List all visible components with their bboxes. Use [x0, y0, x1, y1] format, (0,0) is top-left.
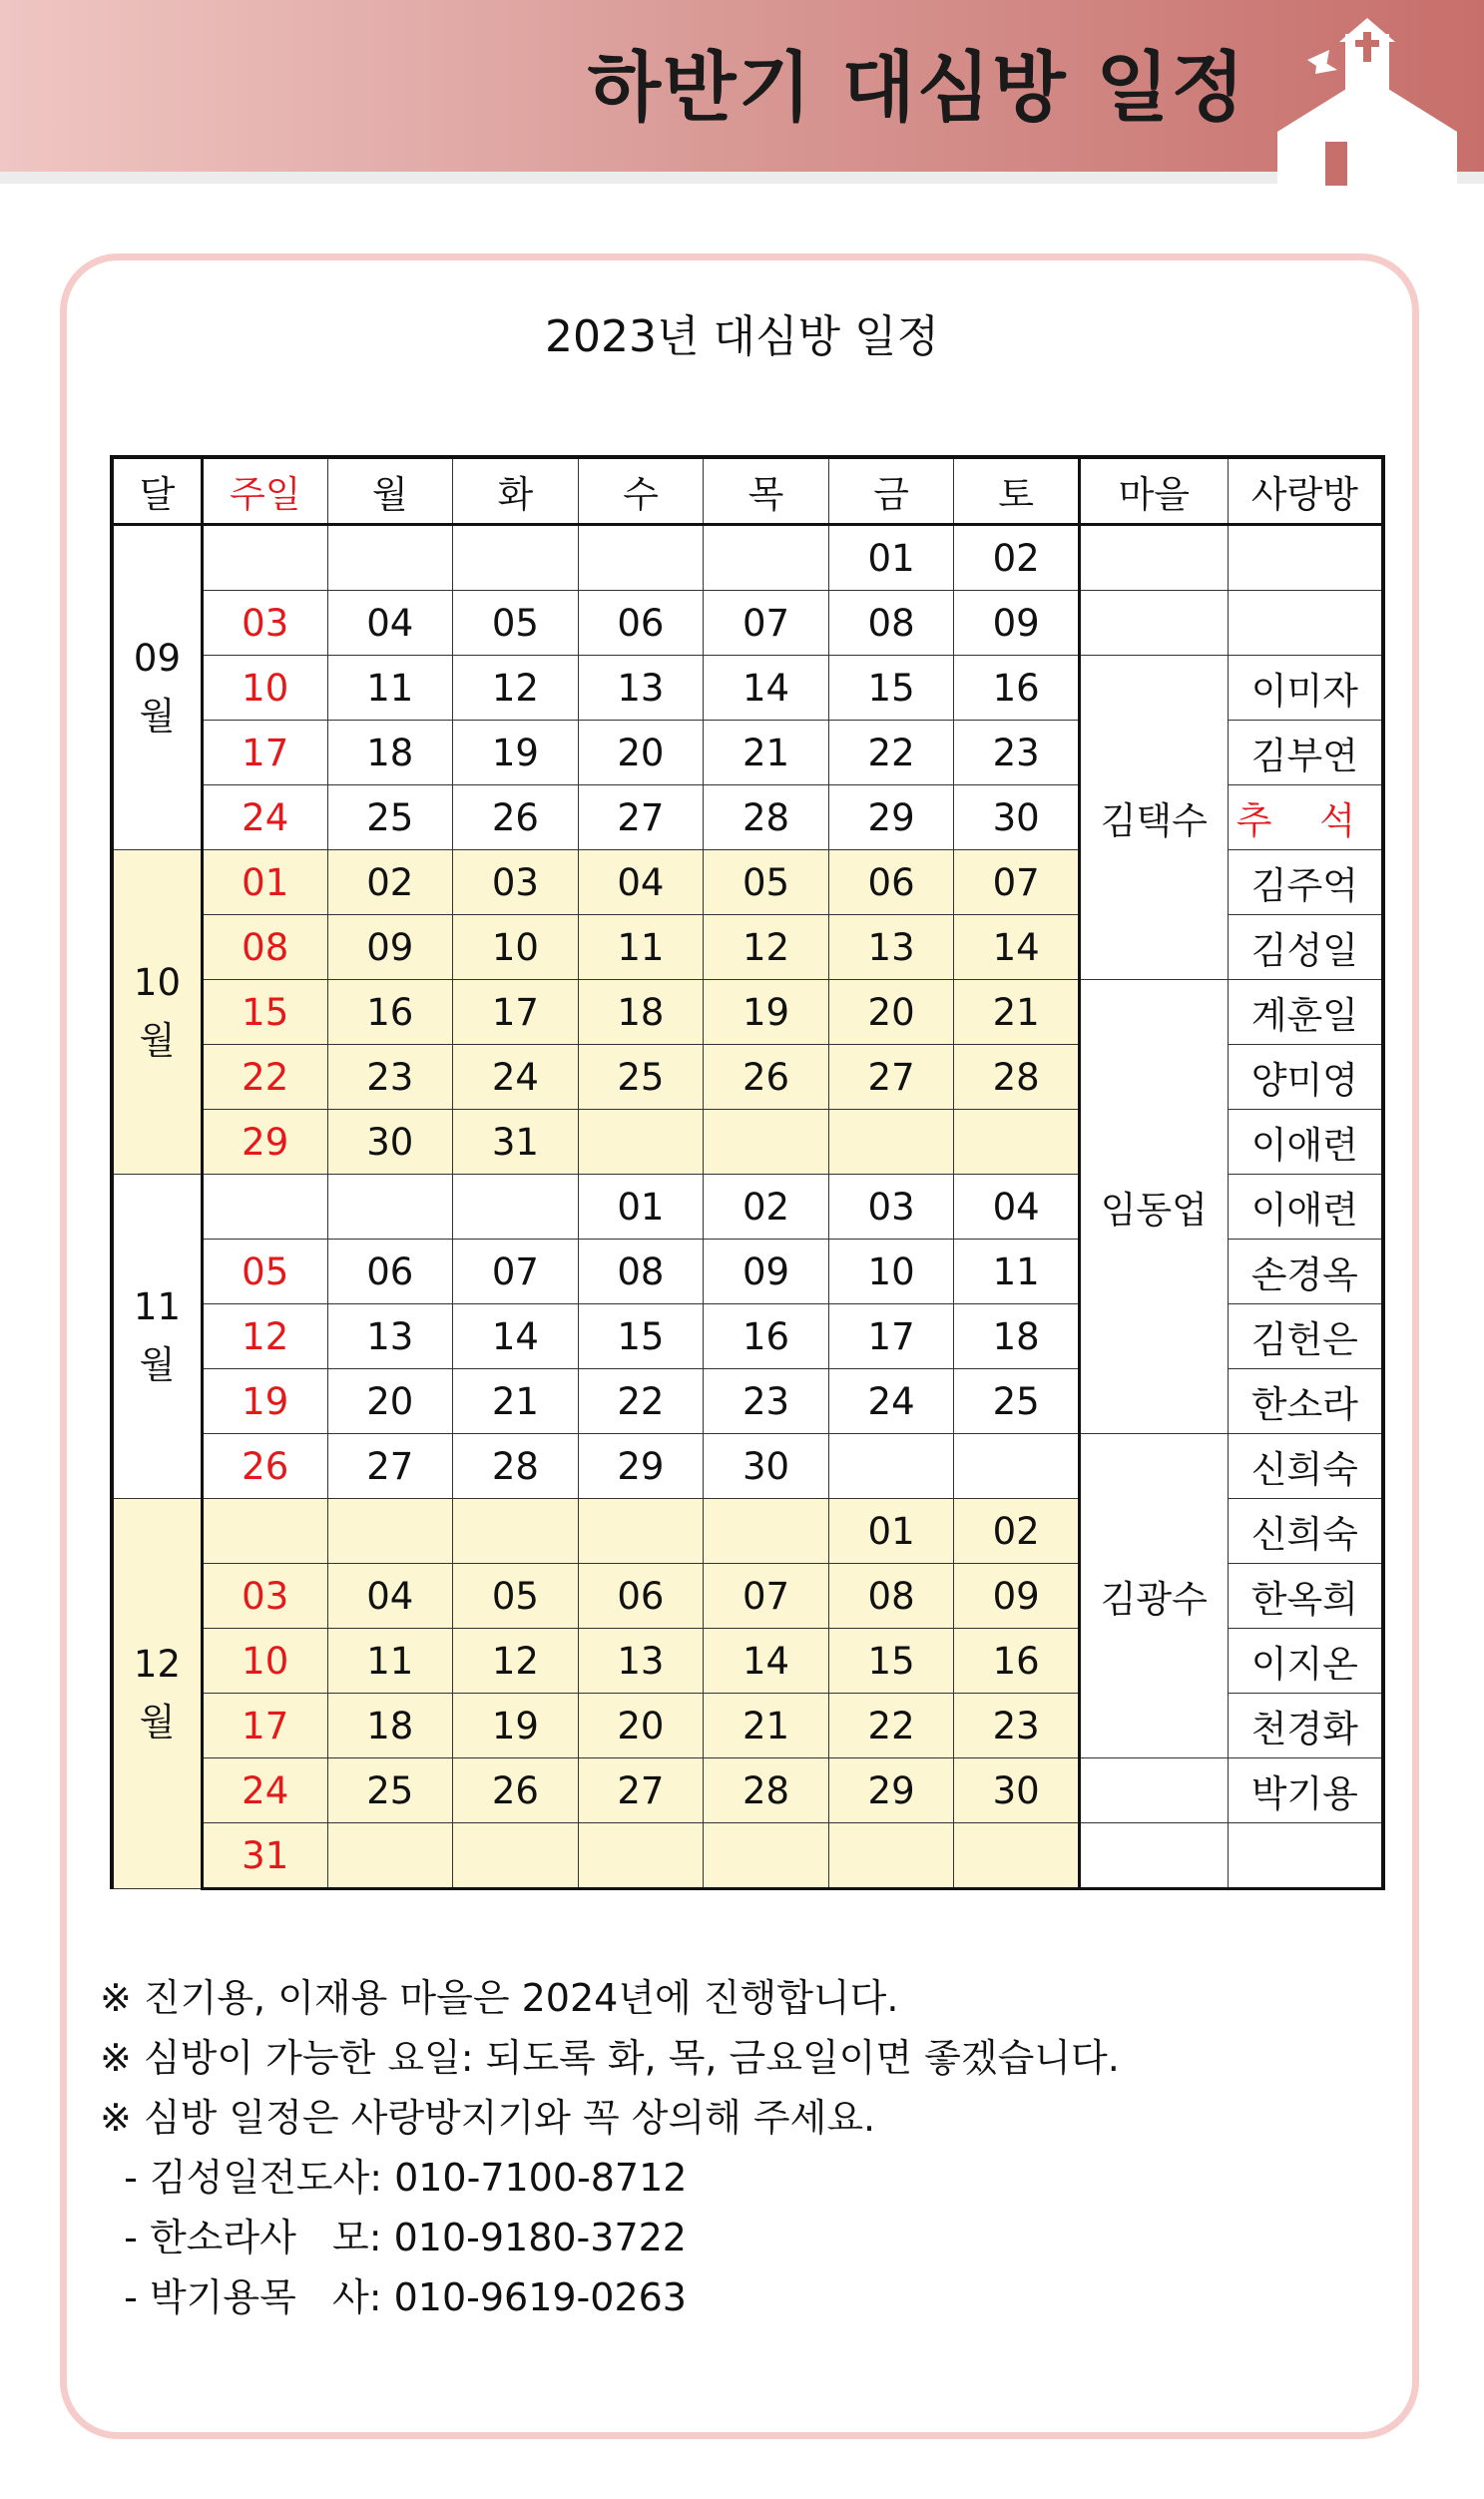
day-tuesday: 21 [453, 1369, 579, 1434]
month-suffix: 월 [139, 695, 176, 738]
day-thursday: 16 [704, 1304, 829, 1369]
day-sunday: 22 [202, 1045, 327, 1110]
day-monday [327, 525, 453, 591]
day-wednesday: 25 [578, 1045, 704, 1110]
sarangbang-cell [1228, 525, 1383, 591]
note-line: ※ 진기용, 이재용 마을은 2024년에 진행합니다. [100, 1976, 899, 2020]
sarangbang-cell: 신희숙 [1228, 1434, 1383, 1499]
day-sunday: 31 [202, 1823, 327, 1889]
month-suffix: 월 [139, 1019, 176, 1062]
day-wednesday: 06 [578, 1564, 704, 1629]
day-wednesday: 04 [578, 850, 704, 915]
header-village: 마을 [1079, 457, 1228, 525]
village-cell [1079, 525, 1228, 591]
day-tuesday: 26 [453, 1758, 579, 1823]
day-saturday: 02 [954, 1499, 1080, 1564]
day-monday: 06 [327, 1240, 453, 1304]
month-cell [112, 525, 202, 850]
day-tuesday: 03 [453, 850, 579, 915]
month-cell [112, 850, 202, 1175]
note-line: ※ 심방이 가능한 요일: 되도록 화, 목, 금요일이면 좋겠습니다. [100, 2036, 1120, 2080]
day-thursday: 30 [704, 1434, 829, 1499]
day-thursday: 26 [704, 1045, 829, 1110]
contact-line: - 박기용목 사: 010-9619-0263 [100, 2275, 687, 2319]
header-month: 달 [112, 457, 202, 525]
month-number: 09 [133, 637, 181, 680]
day-saturday: 07 [954, 850, 1080, 915]
day-friday: 01 [828, 1499, 954, 1564]
header-friday: 금 [828, 457, 954, 525]
day-monday: 16 [327, 980, 453, 1045]
day-monday: 25 [327, 785, 453, 850]
day-wednesday [578, 525, 704, 591]
contact-line: - 김성일전도사: 010-7100-8712 [100, 2156, 688, 2200]
day-friday: 29 [828, 785, 954, 850]
sarangbang-cell: 김주억 [1228, 850, 1383, 915]
day-thursday [704, 1499, 829, 1564]
sarangbang-cell: 손경옥 [1228, 1240, 1383, 1304]
day-monday: 04 [327, 591, 453, 656]
table-row [112, 980, 1383, 1045]
day-wednesday: 20 [578, 721, 704, 785]
table-row [112, 1758, 1383, 1823]
day-saturday [954, 1823, 1080, 1889]
day-thursday: 21 [704, 1694, 829, 1758]
day-monday: 09 [327, 915, 453, 980]
notes [100, 1968, 1120, 2327]
day-sunday: 19 [202, 1369, 327, 1434]
day-friday: 17 [828, 1304, 954, 1369]
day-friday: 20 [828, 980, 954, 1045]
day-thursday: 12 [704, 915, 829, 980]
day-saturday [954, 1110, 1080, 1175]
day-saturday: 18 [954, 1304, 1080, 1369]
sarangbang-cell: 신희숙 [1228, 1499, 1383, 1564]
day-friday: 03 [828, 1175, 954, 1240]
day-sunday: 03 [202, 1564, 327, 1629]
day-sunday [202, 1499, 327, 1564]
day-thursday: 02 [704, 1175, 829, 1240]
day-sunday [202, 1175, 327, 1240]
day-sunday: 15 [202, 980, 327, 1045]
day-tuesday: 26 [453, 785, 579, 850]
month-cell [112, 1499, 202, 1889]
sarangbang-cell [1228, 591, 1383, 656]
day-tuesday [453, 1175, 579, 1240]
month-suffix: 월 [139, 1701, 176, 1744]
page-title: 하반기 대심방 일정 [587, 43, 1246, 132]
month-number: 11 [133, 1285, 181, 1328]
note-line: ※ 심방 일정은 사랑방지기와 꼭 상의해 주세요. [100, 2096, 876, 2140]
sarangbang-cell: 이미자 [1228, 656, 1383, 721]
day-tuesday: 07 [453, 1240, 579, 1304]
day-wednesday: 13 [578, 1629, 704, 1694]
sarangbang-cell: 양미영 [1228, 1045, 1383, 1110]
village-cell: 임동업 [1079, 980, 1228, 1434]
day-tuesday: 05 [453, 1564, 579, 1629]
day-tuesday: 19 [453, 1694, 579, 1758]
day-saturday: 23 [954, 1694, 1080, 1758]
sarangbang-cell: 김성일 [1228, 915, 1383, 980]
day-saturday [954, 1434, 1080, 1499]
day-thursday: 09 [704, 1240, 829, 1304]
day-monday [327, 1823, 453, 1889]
day-wednesday: 08 [578, 1240, 704, 1304]
day-thursday: 05 [704, 850, 829, 915]
schedule-table [110, 455, 1385, 1890]
month-cell [112, 1175, 202, 1499]
day-saturday: 16 [954, 656, 1080, 721]
day-wednesday: 01 [578, 1175, 704, 1240]
day-friday: 13 [828, 915, 954, 980]
day-wednesday: 06 [578, 591, 704, 656]
table-row [112, 656, 1383, 721]
header-tuesday: 화 [453, 457, 579, 525]
day-thursday: 28 [704, 1758, 829, 1823]
day-thursday: 23 [704, 1369, 829, 1434]
church-icon [1267, 14, 1467, 186]
day-tuesday [453, 1823, 579, 1889]
day-thursday: 21 [704, 721, 829, 785]
table-row [112, 1823, 1383, 1889]
day-tuesday: 12 [453, 1629, 579, 1694]
day-sunday: 10 [202, 1629, 327, 1694]
day-sunday: 05 [202, 1240, 327, 1304]
sarangbang-cell: 이애련 [1228, 1175, 1383, 1240]
day-friday: 08 [828, 1564, 954, 1629]
day-friday: 27 [828, 1045, 954, 1110]
day-monday: 20 [327, 1369, 453, 1434]
header-row [112, 457, 1383, 525]
day-monday: 25 [327, 1758, 453, 1823]
day-thursday: 07 [704, 591, 829, 656]
day-tuesday: 05 [453, 591, 579, 656]
day-tuesday: 31 [453, 1110, 579, 1175]
day-friday: 15 [828, 1629, 954, 1694]
month-number: 12 [133, 1643, 181, 1686]
month-suffix: 월 [139, 1343, 176, 1386]
day-tuesday: 12 [453, 656, 579, 721]
day-friday [828, 1823, 954, 1889]
day-friday: 29 [828, 1758, 954, 1823]
day-saturday: 02 [954, 525, 1080, 591]
sarangbang-cell: 김헌은 [1228, 1304, 1383, 1369]
day-friday [828, 1110, 954, 1175]
day-saturday: 21 [954, 980, 1080, 1045]
day-saturday: 11 [954, 1240, 1080, 1304]
day-monday [327, 1175, 453, 1240]
day-monday: 02 [327, 850, 453, 915]
day-thursday: 14 [704, 656, 829, 721]
sarangbang-cell: 계훈일 [1228, 980, 1383, 1045]
day-sunday: 24 [202, 785, 327, 850]
sarangbang-cell: 이애련 [1228, 1110, 1383, 1175]
day-sunday: 03 [202, 591, 327, 656]
day-monday: 18 [327, 1694, 453, 1758]
day-monday: 11 [327, 1629, 453, 1694]
day-wednesday: 13 [578, 656, 704, 721]
day-thursday: 28 [704, 785, 829, 850]
day-sunday: 26 [202, 1434, 327, 1499]
header-thursday: 목 [704, 457, 829, 525]
day-sunday: 24 [202, 1758, 327, 1823]
day-sunday: 29 [202, 1110, 327, 1175]
day-monday: 11 [327, 656, 453, 721]
day-friday: 15 [828, 656, 954, 721]
day-tuesday: 17 [453, 980, 579, 1045]
header-wednesday: 수 [578, 457, 704, 525]
table-row [112, 591, 1383, 656]
day-wednesday [578, 1499, 704, 1564]
header-monday: 월 [327, 457, 453, 525]
day-saturday: 09 [954, 1564, 1080, 1629]
day-friday: 06 [828, 850, 954, 915]
day-saturday: 28 [954, 1045, 1080, 1110]
day-wednesday: 20 [578, 1694, 704, 1758]
day-friday: 22 [828, 1694, 954, 1758]
table-row [112, 525, 1383, 591]
header-saturday: 토 [954, 457, 1080, 525]
day-saturday: 23 [954, 721, 1080, 785]
day-wednesday: 27 [578, 785, 704, 850]
day-monday: 30 [327, 1110, 453, 1175]
sarangbang-cell: 이지온 [1228, 1629, 1383, 1694]
day-monday: 18 [327, 721, 453, 785]
day-monday: 23 [327, 1045, 453, 1110]
day-saturday: 25 [954, 1369, 1080, 1434]
day-thursday [704, 1823, 829, 1889]
day-saturday: 14 [954, 915, 1080, 980]
day-sunday: 01 [202, 850, 327, 915]
day-saturday: 16 [954, 1629, 1080, 1694]
day-friday: 22 [828, 721, 954, 785]
day-tuesday: 10 [453, 915, 579, 980]
day-sunday: 12 [202, 1304, 327, 1369]
day-tuesday [453, 525, 579, 591]
month-number: 10 [133, 961, 181, 1004]
day-sunday: 17 [202, 721, 327, 785]
day-tuesday: 14 [453, 1304, 579, 1369]
day-wednesday: 15 [578, 1304, 704, 1369]
day-saturday: 04 [954, 1175, 1080, 1240]
day-friday: 01 [828, 525, 954, 591]
header-divider [0, 172, 1484, 184]
day-saturday: 09 [954, 591, 1080, 656]
day-sunday: 17 [202, 1694, 327, 1758]
sarangbang-cell: 김부연 [1228, 721, 1383, 785]
day-tuesday: 28 [453, 1434, 579, 1499]
day-friday: 08 [828, 591, 954, 656]
header-sarangbang: 사랑방 [1228, 457, 1383, 525]
day-monday: 04 [327, 1564, 453, 1629]
day-tuesday: 19 [453, 721, 579, 785]
day-thursday [704, 525, 829, 591]
village-cell: 김광수 [1079, 1434, 1228, 1758]
day-monday [327, 1499, 453, 1564]
day-saturday: 30 [954, 785, 1080, 850]
contact-line: - 한소라사 모: 010-9180-3722 [100, 2216, 687, 2259]
day-sunday: 08 [202, 915, 327, 980]
day-sunday [202, 525, 327, 591]
village-cell [1079, 591, 1228, 656]
header-sunday: 주일 [202, 457, 327, 525]
village-cell [1079, 1823, 1228, 1889]
day-wednesday [578, 1823, 704, 1889]
day-monday: 27 [327, 1434, 453, 1499]
village-cell [1079, 1758, 1228, 1823]
sarangbang-cell: 박기용 [1228, 1758, 1383, 1823]
day-friday: 24 [828, 1369, 954, 1434]
day-monday: 13 [327, 1304, 453, 1369]
day-friday: 10 [828, 1240, 954, 1304]
village-cell: 김택수 [1079, 656, 1228, 980]
day-wednesday: 27 [578, 1758, 704, 1823]
day-tuesday [453, 1499, 579, 1564]
schedule-title: 2023년 대심방 일정 [545, 311, 939, 362]
sarangbang-cell [1228, 1823, 1383, 1889]
day-wednesday: 29 [578, 1434, 704, 1499]
sarangbang-cell: 한옥희 [1228, 1564, 1383, 1629]
day-tuesday: 24 [453, 1045, 579, 1110]
sarangbang-cell: 천경화 [1228, 1694, 1383, 1758]
day-thursday: 14 [704, 1629, 829, 1694]
day-thursday [704, 1110, 829, 1175]
sarangbang-cell: 추 석 [1228, 785, 1383, 850]
day-friday [828, 1434, 954, 1499]
day-thursday: 07 [704, 1564, 829, 1629]
day-wednesday: 22 [578, 1369, 704, 1434]
day-thursday: 19 [704, 980, 829, 1045]
table-row [112, 1434, 1383, 1499]
sarangbang-cell: 한소라 [1228, 1369, 1383, 1434]
day-saturday: 30 [954, 1758, 1080, 1823]
day-wednesday: 18 [578, 980, 704, 1045]
day-wednesday [578, 1110, 704, 1175]
day-sunday: 10 [202, 656, 327, 721]
day-wednesday: 11 [578, 915, 704, 980]
